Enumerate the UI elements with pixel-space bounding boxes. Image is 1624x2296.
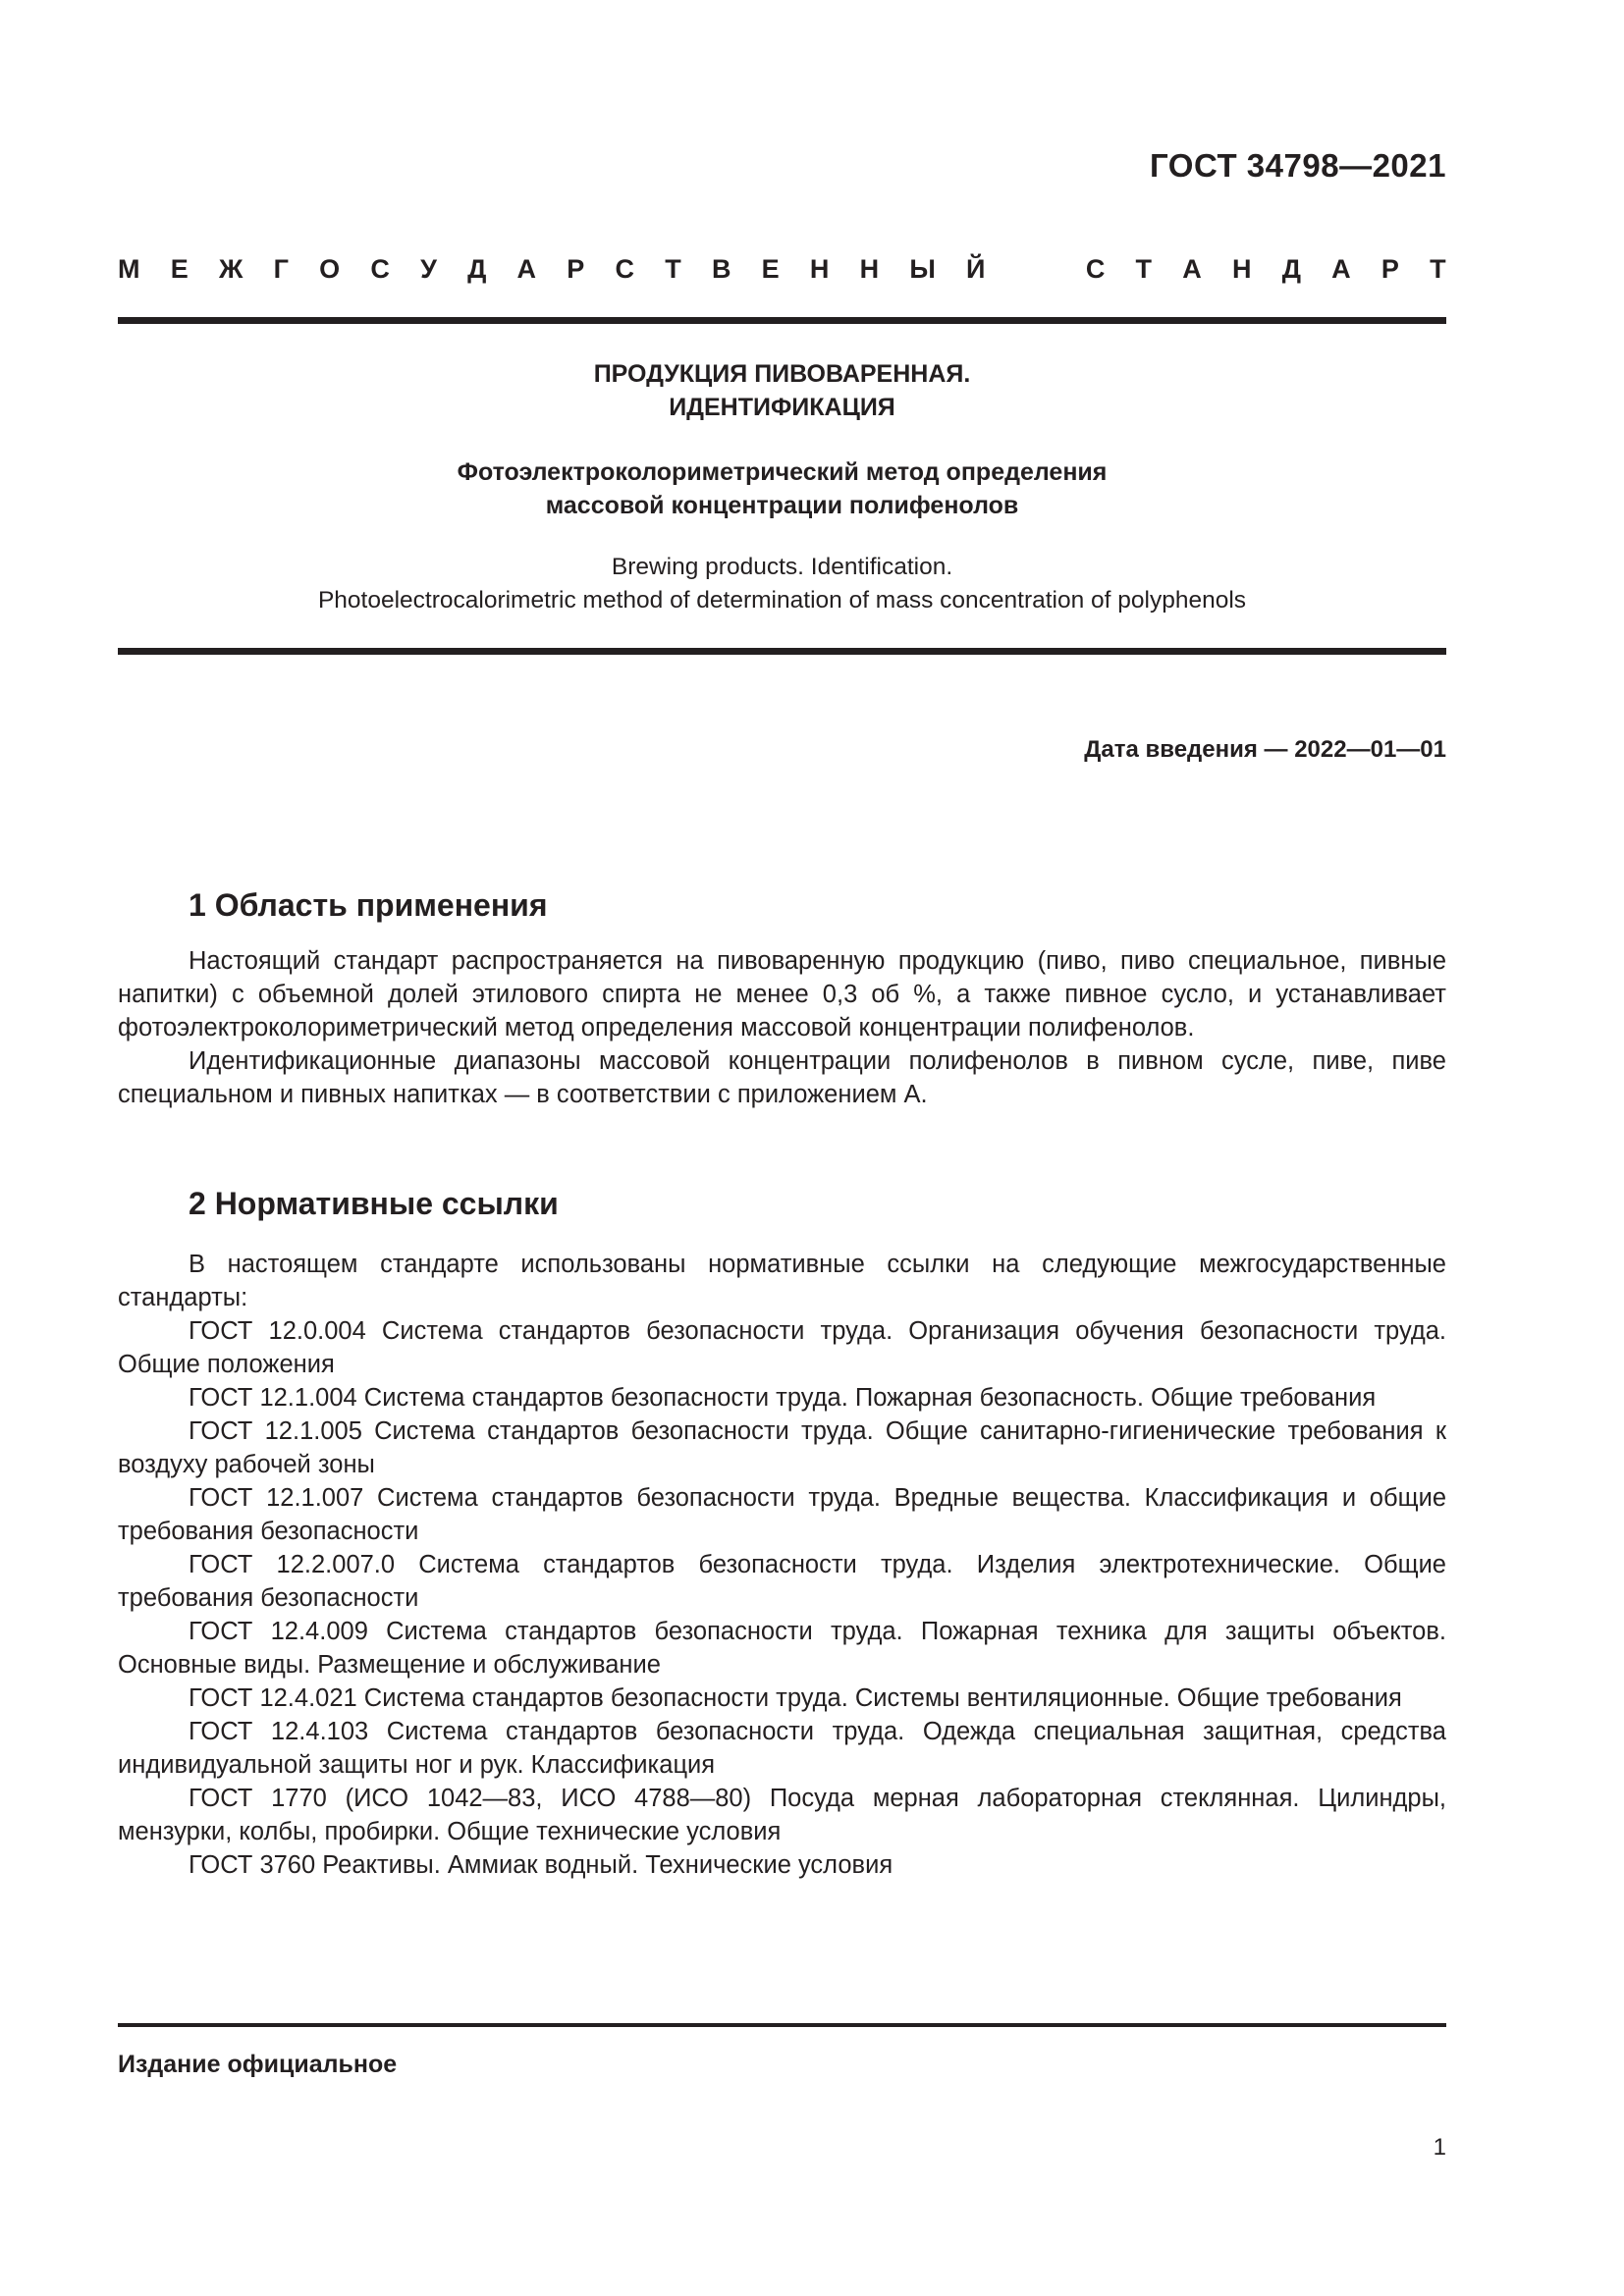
section-body: [118, 944, 1446, 1111]
banner-letter: Т: [1430, 254, 1446, 284]
paragraph: Идентификационные диапазоны массовой концентрации полифенолов в пивном сусле, пиве, пиве специальном и пивных напитках — в соответствии с приложением А.: [118, 1047, 1446, 1108]
top-divider: [118, 317, 1446, 324]
banner-word-gap: [1016, 254, 1056, 285]
footer-divider: [118, 2023, 1446, 2027]
banner-letter: С: [370, 254, 390, 284]
banner-letter: Т: [1135, 254, 1153, 284]
banner-letter: В: [711, 254, 731, 284]
title-line: ИДЕНТИФИКАЦИЯ: [669, 394, 895, 421]
subtitle-line: Фотоэлектроколориметрический метод определения: [457, 458, 1108, 486]
title-divider: [118, 648, 1446, 655]
banner-letter: Т: [665, 254, 681, 284]
reference-item: ГОСТ 12.1.005 Система стандартов безопасности труда. Общие санитарно-гигиенические требования к воздуху рабочей зоны: [118, 1417, 1446, 1478]
banner-letter: Ы: [909, 254, 936, 284]
section-heading: 2 Нормативные ссылки: [189, 1186, 559, 1221]
reference-item: ГОСТ 12.4.009 Система стандартов безопасности труда. Пожарная техника для защиты объектов. Основные виды. Размещение и обслуживание: [118, 1618, 1446, 1679]
banner-letter: О: [319, 254, 341, 284]
introduction-date: Дата введения — 2022—01—01: [1084, 736, 1446, 763]
reference-item: ГОСТ 12.2.007.0 Система стандартов безопасности труда. Изделия электротехнические. Общие требования безопасности: [118, 1551, 1446, 1612]
reference-item: ГОСТ 12.0.004 Система стандартов безопасности труда. Организация обучения безопасности труда. Общие положения: [118, 1317, 1446, 1378]
banner-letter: Р: [1380, 254, 1399, 284]
banner-letter: А: [1331, 254, 1351, 284]
banner-letter: Д: [467, 254, 487, 284]
banner-letter: Й: [965, 254, 986, 284]
reference-item: ГОСТ 1770 (ИСО 1042—83, ИСО 4788—80) Посуда мерная лабораторная стеклянная. Цилиндры, мензурки, колбы, пробирки. Общие технические условия: [118, 1785, 1446, 1845]
reference-item: ГОСТ 12.1.004 Система стандартов безопасности труда. Пожарная безопасность. Общие требования: [189, 1384, 1377, 1412]
banner-letter: Р: [567, 254, 585, 284]
standard-code: ГОСТ 34798—2021: [1150, 147, 1446, 184]
banner-letter: Н: [809, 254, 830, 284]
banner-letter: Е: [761, 254, 780, 284]
banner-letter: Е: [170, 254, 189, 284]
english-title: [118, 551, 1446, 617]
banner-letter: Н: [1231, 254, 1252, 284]
banner-letter: Д: [1281, 254, 1301, 284]
document-page: [118, 0, 1446, 2296]
banner-letter: Г: [273, 254, 289, 284]
banner-letter: А: [516, 254, 537, 284]
banner-letter: А: [1182, 254, 1202, 284]
document-title: [118, 357, 1446, 424]
banner-letter: М: [118, 254, 140, 284]
banner-letter: С: [1085, 254, 1106, 284]
english-title-line: Photoelectrocalorimetric method of determination of mass concentration of polyphenols: [317, 587, 1247, 614]
subtitle-line: массовой концентрации полифенолов: [545, 492, 1019, 519]
standard-type-banner: [118, 254, 1446, 285]
document-subtitle: [118, 455, 1446, 522]
official-edition-label: Издание официальное: [118, 2051, 398, 2078]
paragraph: Настоящий стандарт распространяется на пивоваренную продукцию (пиво, пиво специальное, пивные напитки) с объемной долей этилового спирта не менее 0,3 об %, а также пивное сусло, и устанавливает фотоэлектроколориметрический метод определения массовой концентрации полифенолов.: [118, 947, 1446, 1041]
title-line: ПРОДУКЦИЯ ПИВОВАРЕННАЯ.: [593, 360, 971, 388]
reference-item: ГОСТ 12.1.007 Система стандартов безопасности труда. Вредные вещества. Классификация и общие требования безопасности: [118, 1484, 1446, 1545]
banner-letter: У: [420, 254, 437, 284]
section-body: [118, 1248, 1446, 1882]
reference-item: ГОСТ 12.4.021 Система стандартов безопасности труда. Системы вентиляционные. Общие требования: [189, 1684, 1402, 1712]
banner-letter: С: [615, 254, 634, 284]
paragraph: В настоящем стандарте использованы нормативные ссылки на следующие межгосударственные стандарты:: [118, 1251, 1446, 1311]
banner-letter: Ж: [218, 254, 244, 284]
reference-item: ГОСТ 3760 Реактивы. Аммиак водный. Технические условия: [189, 1851, 893, 1879]
english-title-line: Brewing products. Identification.: [611, 554, 953, 580]
page-number: 1: [1433, 2134, 1446, 2161]
reference-item: ГОСТ 12.4.103 Система стандартов безопасности труда. Одежда специальная защитная, средства индивидуальной защиты ног и рук. Классификация: [118, 1718, 1446, 1779]
banner-letter: Н: [859, 254, 880, 284]
section-heading: 1 Область применения: [189, 887, 548, 923]
